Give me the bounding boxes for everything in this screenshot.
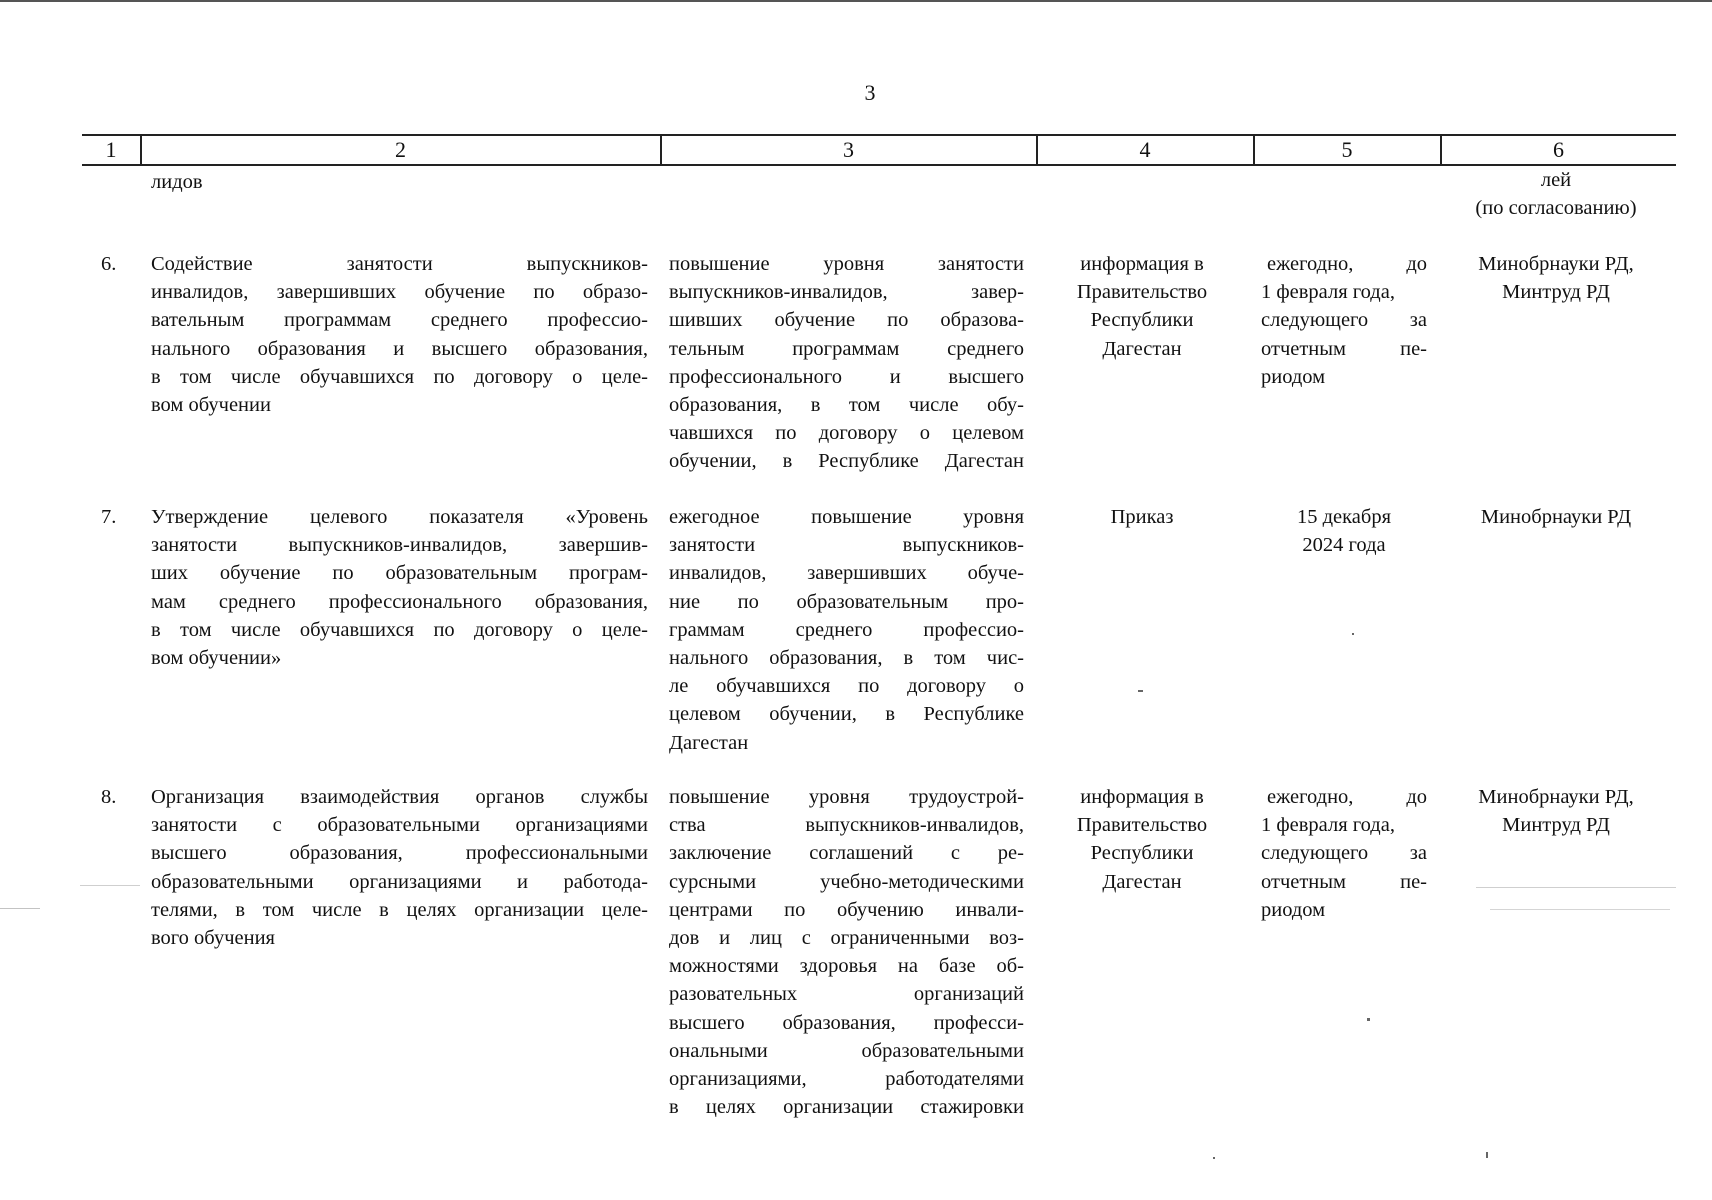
header-col-4: 4	[1139, 137, 1151, 162]
form-cell	[1037, 503, 1247, 531]
result-line: занятости выпускников-	[669, 534, 1024, 557]
measure-line: нального образования и высшего образования,	[151, 337, 648, 360]
result-line: центрами по обучению инвали-	[669, 898, 1024, 921]
measure-line: занятости с образовательными организациями	[151, 814, 648, 837]
form-line: информация в	[1080, 786, 1204, 808]
continuation-col6	[1441, 166, 1671, 222]
header-col-3: 3	[843, 137, 854, 162]
form-line: Республики	[1090, 309, 1194, 332]
result-line: ональными образовательными	[669, 1039, 1024, 1062]
result-line: Дагестан	[669, 731, 749, 754]
header-col-5: 5	[1341, 137, 1353, 162]
measure-line: ших обучение по образовательным програм-	[151, 562, 648, 585]
scan-artifact	[1367, 1018, 1370, 1021]
measure-line: вого обучения	[151, 927, 275, 950]
measure-line: вательным программам среднего профессио-	[151, 309, 648, 332]
measure-line: высшего образования, профессиональными	[151, 842, 648, 865]
result-line: заключение соглашений с ре-	[669, 842, 1024, 865]
result-line: дов и лиц с ограниченными воз-	[669, 927, 1024, 950]
form-line: Правительство	[1076, 814, 1208, 837]
scan-artifact	[1476, 887, 1676, 888]
continuation-col6-line1: лей	[1540, 169, 1572, 191]
result-cell	[669, 250, 1024, 476]
result-line: целевом обучении, в Республике	[669, 703, 1024, 726]
scan-artifact	[0, 908, 40, 909]
deadline-line: риодом	[1261, 365, 1326, 388]
measure-line: Организация взаимодействия органов службы	[151, 786, 648, 808]
scan-artifact	[1490, 909, 1670, 910]
scan-artifact	[80, 885, 140, 886]
result-cell	[669, 783, 1024, 1121]
deadline-line: следующего за	[1261, 842, 1427, 865]
form-line: Дагестан	[1102, 870, 1182, 893]
measure-line: Содействие занятости выпускников-	[151, 253, 648, 275]
result-line: можностями здоровья на базе об-	[669, 955, 1024, 978]
result-line: разовательных организаций	[669, 983, 1024, 1006]
row-number: 8.	[101, 786, 117, 808]
deadline-line: отчетным пе-	[1261, 870, 1427, 893]
continuation-col2: лидов	[151, 171, 203, 193]
result-line: нального образования, в том чис-	[669, 647, 1024, 670]
deadline-line: 2024 года	[1302, 534, 1386, 557]
measure-line: в том числе обучавшихся по договору о целе-	[151, 365, 648, 388]
deadline-cell	[1261, 250, 1427, 391]
result-line: ле обучавшихся по договору о	[669, 675, 1024, 698]
page-number: 3	[864, 80, 876, 105]
deadline-line: отчетным пе-	[1261, 337, 1427, 360]
measure-cell	[151, 503, 648, 672]
measure-line: вом обучении»	[151, 647, 282, 670]
scan-artifact	[1486, 1152, 1488, 1158]
form-line: информация в	[1080, 253, 1204, 275]
measure-line: образовательными организациями и работода-	[151, 870, 648, 893]
measure-line: инвалидов, завершивших обучение по образо-	[151, 281, 648, 304]
form-cell	[1037, 250, 1247, 363]
measure-line: вом обучении	[151, 394, 271, 417]
deadline-line: 15 декабря	[1296, 506, 1391, 528]
responsible-line: Минобрнауки РД,	[1478, 786, 1634, 808]
responsible-cell	[1446, 503, 1666, 531]
result-line: инвалидов, завершивших обуче-	[669, 562, 1024, 585]
deadline-line: 1 февраля года,	[1261, 281, 1395, 304]
result-line: ежегодное повышение уровня	[669, 506, 1024, 528]
responsible-line: Минобрнауки РД	[1480, 506, 1632, 528]
form-cell	[1037, 783, 1247, 896]
scan-artifact	[1138, 690, 1143, 692]
header-col-1: 1	[105, 137, 117, 162]
deadline-line: ежегодно, до	[1267, 253, 1427, 275]
result-line: в целях организации стажировки	[669, 1096, 1024, 1119]
result-line: выпускников-инвалидов, завер-	[669, 281, 1024, 304]
table-header-row	[82, 134, 1676, 166]
responsible-line: Минобрнауки РД,	[1478, 253, 1634, 275]
deadline-line: следующего за	[1261, 309, 1427, 332]
measure-line: Утверждение целевого показателя «Уровень	[151, 506, 648, 528]
deadline-cell	[1261, 503, 1427, 559]
result-line: сурсными учебно-методическими	[669, 870, 1024, 893]
form-line: Приказ	[1110, 506, 1174, 528]
form-line: Республики	[1090, 842, 1194, 865]
measure-cell	[151, 250, 648, 419]
responsible-line: Минтруд РД	[1502, 814, 1610, 837]
result-line: образования, в том числе обу-	[669, 394, 1024, 417]
result-line: граммам среднего профессио-	[669, 618, 1024, 641]
result-line: обучении, в Республике Дагестан	[669, 450, 1024, 473]
header-col-2: 2	[395, 137, 406, 162]
result-line: повышение уровня трудоустрой-	[669, 786, 1024, 808]
row-number: 6.	[101, 253, 117, 275]
measure-line: занятости выпускников-инвалидов, завершив-	[151, 534, 648, 557]
result-line: тельным программам среднего	[669, 337, 1024, 360]
top-edge-rule	[0, 0, 1712, 2]
header-col-6: 6	[1553, 137, 1564, 162]
deadline-cell	[1261, 783, 1427, 924]
form-line: Дагестан	[1102, 337, 1182, 360]
measure-line: мам среднего профессионального образования,	[151, 590, 648, 613]
measure-cell	[151, 783, 648, 952]
deadline-line: ежегодно, до	[1267, 786, 1427, 808]
deadline-line: риодом	[1261, 898, 1326, 921]
measure-line: телями, в том числе в целях организации целе-	[151, 898, 648, 921]
responsible-cell	[1446, 250, 1666, 306]
result-line: организациями, работодателями	[669, 1068, 1024, 1091]
result-line: чавшихся по договору о целевом	[669, 422, 1024, 445]
result-line: шивших обучение по образова-	[669, 309, 1024, 332]
result-line: профессионального и высшего	[669, 365, 1024, 388]
result-line: высшего образования, професси-	[669, 1011, 1024, 1034]
result-line: ства выпускников-инвалидов,	[669, 814, 1024, 837]
measure-line: в том числе обучавшихся по договору о целе-	[151, 618, 648, 641]
row-number: 7.	[101, 506, 117, 528]
form-line: Правительство	[1076, 281, 1208, 304]
result-line: ние по образовательным про-	[669, 590, 1024, 613]
result-line: повышение уровня занятости	[669, 253, 1024, 275]
responsible-cell	[1446, 783, 1666, 839]
scan-artifact	[1352, 633, 1354, 635]
result-cell	[669, 503, 1024, 757]
responsible-line: Минтруд РД	[1502, 281, 1610, 304]
deadline-line: 1 февраля года,	[1261, 814, 1395, 837]
scan-artifact	[1213, 1157, 1215, 1159]
continuation-col6-line2: (по согласованию)	[1475, 197, 1637, 220]
